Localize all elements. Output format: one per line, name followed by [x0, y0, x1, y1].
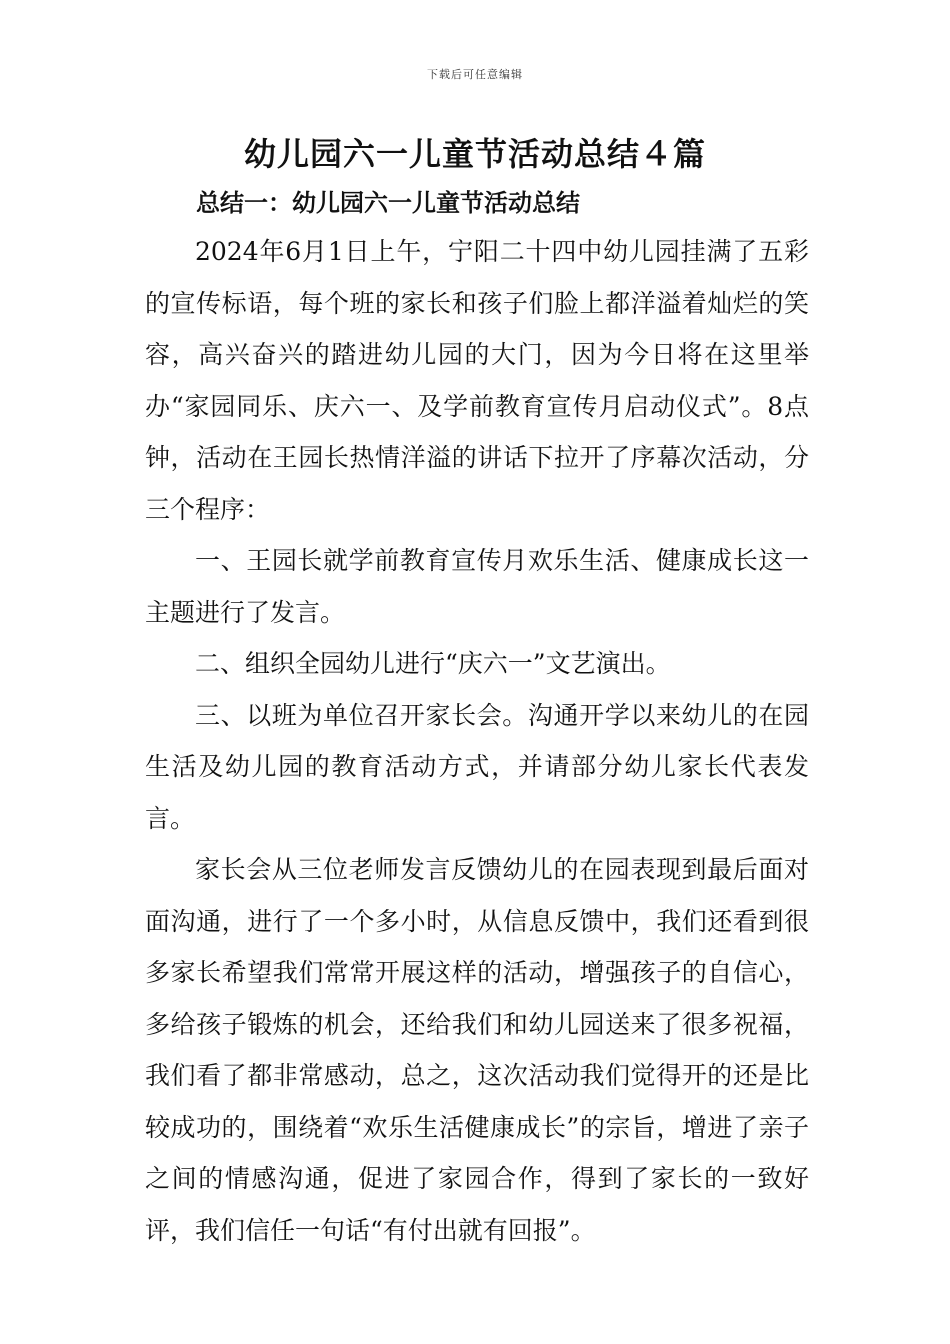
paragraph-parent-meeting: 家长会从三位老师发言反馈幼儿的在园表现到最后面对面沟通，进行了一个多小时，从信息反馈中，我们还看到很多家长希望我们常常开展这样的活动，增强孩子的自信心，多给孩子锻炼的机会，还给我们和幼儿园送来了很多祝福，我们看了都非常感动，总之，这次活动我们觉得开的还是比较成功的，围绕着“欢乐生活健康成长”的宗旨，增进了亲子之间的情感沟通，促进了家园合作，得到了家长的一致好评，我们信任一句话“有付出就有回报”。 — [145, 855, 809, 1245]
paragraph-intro: 2024年6月1日上午，宁阳二十四中幼儿园挂满了五彩的宣传标语，每个班的家长和孩子们脸上都洋溢着灿烂的笑容，高兴奋兴的踏进幼儿园的大门，因为今日将在这里举办“家园同乐、庆六一、及学前教育宣传月启动仪式”。8点钟，活动在王园长热情洋溢的讲话下拉开了序幕次活动，分三个程序： — [145, 237, 809, 524]
document-title: 幼儿园六一儿童节活动总结４篇 — [243, 135, 706, 173]
page-header-note: 下载后可任意编辑 — [427, 68, 523, 81]
document-subtitle: 总结一：幼儿园六一儿童节活动总结 — [196, 188, 580, 217]
paragraph-item-three: 三、以班为单位召开家长会。沟通开学以来幼儿的在园生活及幼儿园的教育活动方式，并请部分幼儿家长代表发言。 — [145, 700, 809, 833]
paragraph-item-two: 二、组织全园幼儿进行“庆六一”文艺演出。 — [195, 649, 671, 678]
paragraph-item-one: 一、王园长就学前教育宣传月欢乐生活、健康成长这一主题进行了发言。 — [145, 546, 809, 627]
document-body — [145, 226, 809, 1256]
